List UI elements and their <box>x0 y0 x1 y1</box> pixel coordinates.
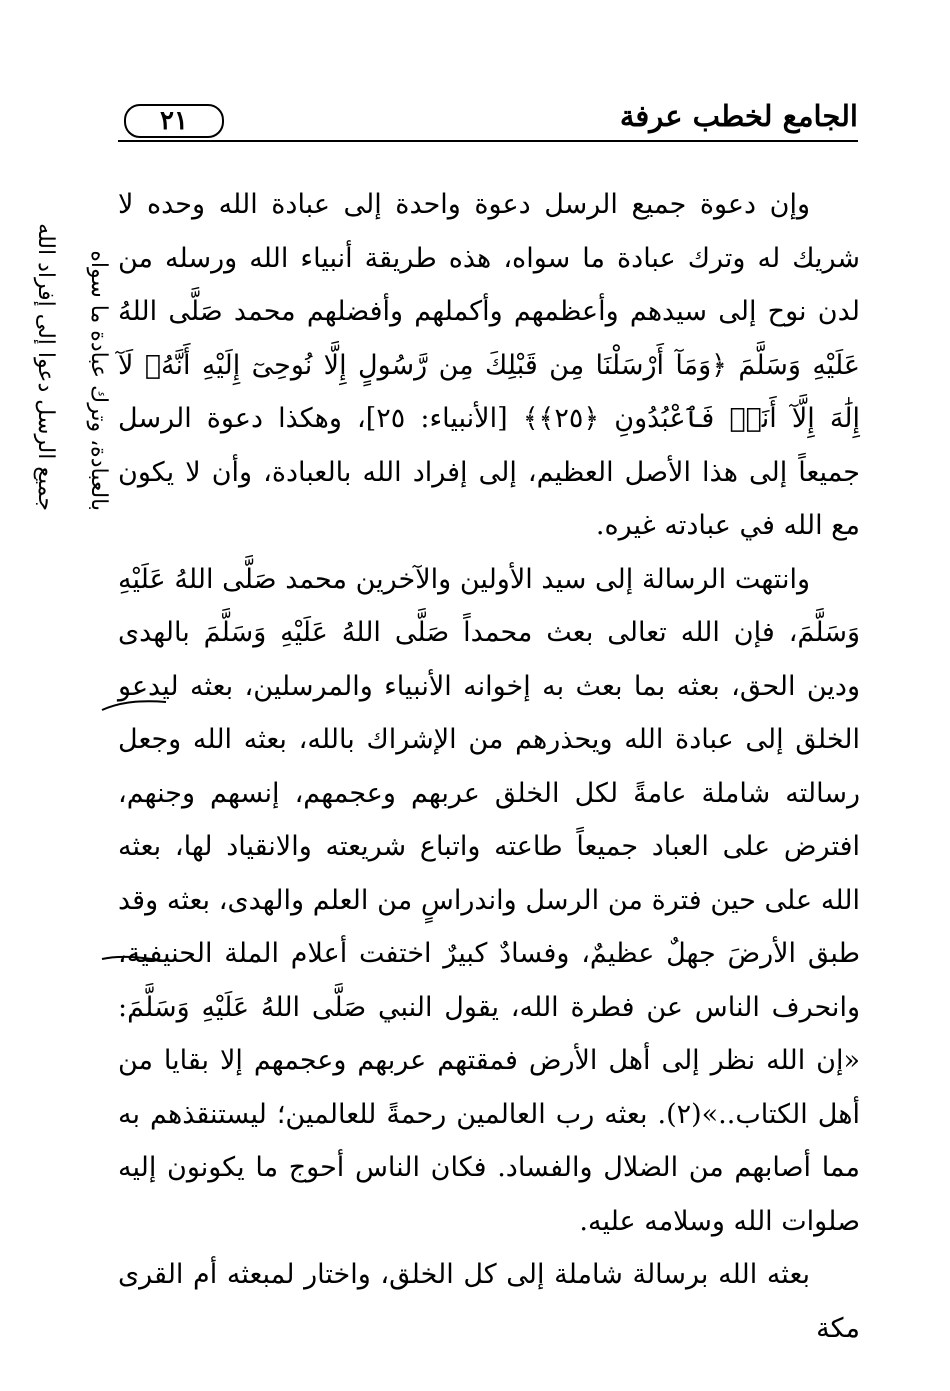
paragraph: وانتهت الرسالة إلى سيد الأولين والآخرين محمد صَلَّى اللهُ عَلَيْهِ وَسَلَّمَ، فإن الله تعالى بعث محمداً صَلَّى اللهُ عَلَيْهِ وَسَلَّمَ بالهدى ودين الحق، بعثه بما بعث به إخوانه الأنبياء والمرسلين، بعثه ليدعو الخلق إلى عبادة الله ويحذرهم من الإشراك بالله، بعثه الله وجعل رسالته شاملة عامةً لكل الخلق عربهم وعجمهم، إنسهم وجنهم، افترض على العباد جميعاً طاعته واتباع شريعته والانقياد لها، بعثه الله على حين فترة من الرسل واندراسٍ من العلم والهدى، بعثه وقد طبق الأرضَ جهلٌ عظيمٌ، وفسادٌ كبيرٌ اختفت أعلام الملة الحنيفية، وانحرف الناس عن فطرة الله، يقول النبي صَلَّى اللهُ عَلَيْهِ وَسَلَّمَ: «إن الله نظر إلى أهل الأرض فمقتهم عربهم وعجمهم إلا بقايا من أهل الكتاب..»(٢). بعثه رب العالمين رحمةً للعالمين؛ ليستنقذهم به مما أصابهم من الضلال والفساد. فكان الناس أحوج ما يكونون إليه صلوات الله وسلامه عليه. <box>118 563 860 1237</box>
margin-note: جميع الرسل دعوا إلى إفراد الله <box>33 223 58 511</box>
page-number: ٢١ <box>124 104 224 138</box>
paragraph: وإن دعوة جميع الرسل دعوة واحدة إلى عبادة الله وحده لا شريك له وترك عبادة ما سواه، هذه طريقة أنبياء الله ورسله من لدن نوح إلى سيدهم وأعظمهم وأكملهم وأفضلهم محمد صَلَّى اللهُ عَلَيْهِ وَسَلَّمَ ﴿وَمَآ أَرْسَلْنَا مِن قَبْلِكَ مِن رَّسُولٍ إِلَّا نُوحِىٓ إِلَيْهِ أَنَّهُۥ لَآ إِلَٰهَ إِلَّآ أَنَا۠ فَٱعْبُدُونِ ﴿٢٥﴾﴾ [الأنبياء: ٢٥]، وهكذا دعوة الرسل جميعاً إلى هذا الأصل العظيم، إلى إفراد الله بالعبادة، وأن لا يكون مع الله في عبادته غيره. <box>118 189 861 541</box>
pen-mark <box>100 945 170 975</box>
pen-mark <box>100 688 170 718</box>
header-divider <box>118 140 858 142</box>
paragraph: بعثه الله برسالة شاملة إلى كل الخلق، واختار لمبعثه أم القرى مكة <box>118 1259 860 1344</box>
body-text <box>118 178 860 1355</box>
page-header <box>118 92 858 144</box>
book-title: الجامع لخطب عرفة <box>619 99 858 133</box>
margin-note: بالعبادة، وترك عبادة ما سواه <box>86 250 111 511</box>
